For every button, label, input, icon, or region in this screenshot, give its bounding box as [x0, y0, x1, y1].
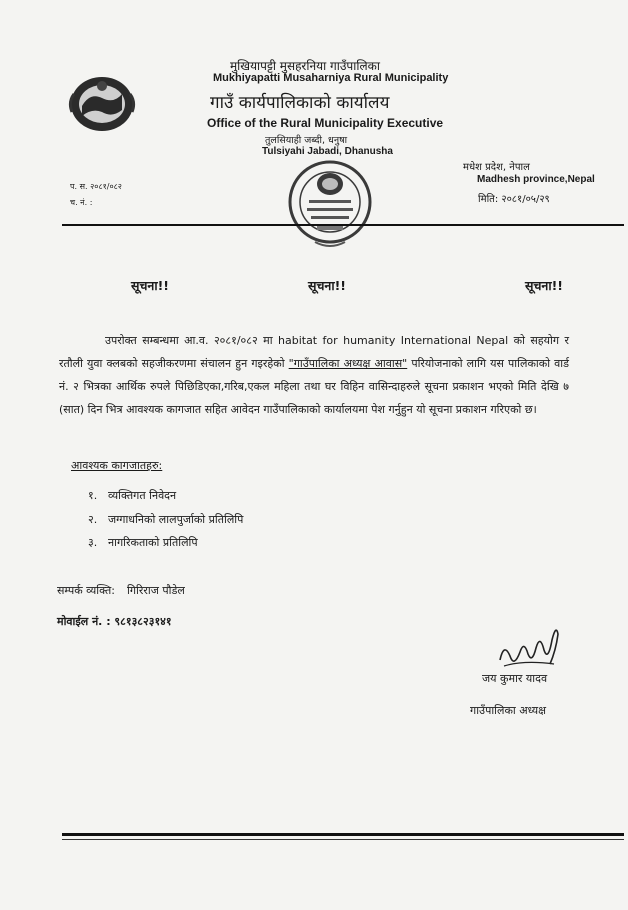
location-english: Tulsiyahi Jabadi, Dhanusha: [262, 146, 393, 157]
contact-label: सम्पर्क व्यक्ति:: [57, 584, 116, 597]
required-documents-list: [88, 484, 243, 555]
contact-person: [57, 583, 185, 598]
list-item: १. व्यक्तिगत निवेदन: [88, 489, 177, 502]
project-name: "गाउँपालिका अध्यक्ष आवास": [288, 357, 408, 370]
official-stamp: [285, 156, 375, 252]
province-english: Madhesh province,Nepal: [477, 174, 595, 185]
nepal-emblem-logo: [66, 72, 138, 136]
header-divider: [62, 224, 624, 226]
office-title-english: Office of the Rural Municipality Executive: [207, 116, 444, 130]
signatory-name: जय कुमार यादव: [482, 672, 548, 685]
notice-body: [59, 329, 569, 421]
notice-title-right: सूचना!!: [525, 278, 563, 293]
required-documents-heading: आवश्यक कागजातहरु:: [71, 459, 163, 472]
dispatch-number: च. नं. :: [70, 198, 93, 207]
signatory-title: गाउँपालिका अध्यक्ष: [470, 704, 547, 717]
office-title-nepali: गाउँ कार्यपालिकाको कार्यालय: [210, 93, 390, 113]
municipality-name-nepali: मुखियापट्टी मुसहरनिया गाउँपालिका: [230, 59, 380, 73]
letter-date: मिति: २०८१/०५/२९: [478, 194, 550, 205]
body-part-1: उपरोक्त सम्बन्धमा आ.व. २०८१/०८२ मा habitat for humanity International Nepal को सहयोग र रतौली युवा क्लबको सहजीकरणमा संचालन हुन गइरहेको: [59, 334, 569, 370]
footer-divider-thin: [62, 839, 624, 840]
footer-divider: [62, 833, 624, 836]
handwritten-signature: [494, 620, 566, 676]
province-nepali: मधेश प्रदेश, नेपाल: [463, 162, 530, 173]
notice-title-center: सूचना!!: [308, 278, 346, 293]
contact-name: गिरिराज पौडेल: [127, 584, 185, 597]
reference-number: प. स. २०८१/०८२: [70, 182, 122, 191]
list-item: २. जग्गाधनिको लालपुर्जाको प्रतिलिपि: [88, 512, 244, 526]
list-item: ३. नागरिकताको प्रतिलिपि: [88, 536, 198, 549]
mobile-number: मोवाईल नं. : ९८१३८२३१४१: [57, 615, 172, 628]
notice-title-left: सूचना!!: [131, 278, 169, 293]
municipality-name-english: Mukhiyapatti Musaharniya Rural Municipality: [213, 72, 449, 84]
location-nepali: तुलसियाही जब्दी, धनुषा: [265, 135, 348, 146]
body-part-2: परियोजनाको लागि यस पालिकाको वार्ड नं. २ भित्रका आर्थिक रुपले पिछिडिएका,गरिब,एकल महिला तथा घर विहिन वासिन्दाहरुले सूचना प्रकाशन भएको मिति देखि ७ (सात) दिन भित्र आवश्यक कागजात सहित आवेदन गाउँपालिकाको कार्यालयमा पेश गर्नुहुन यो सूचना प्रकाशन गरिएको छ।: [59, 357, 570, 416]
